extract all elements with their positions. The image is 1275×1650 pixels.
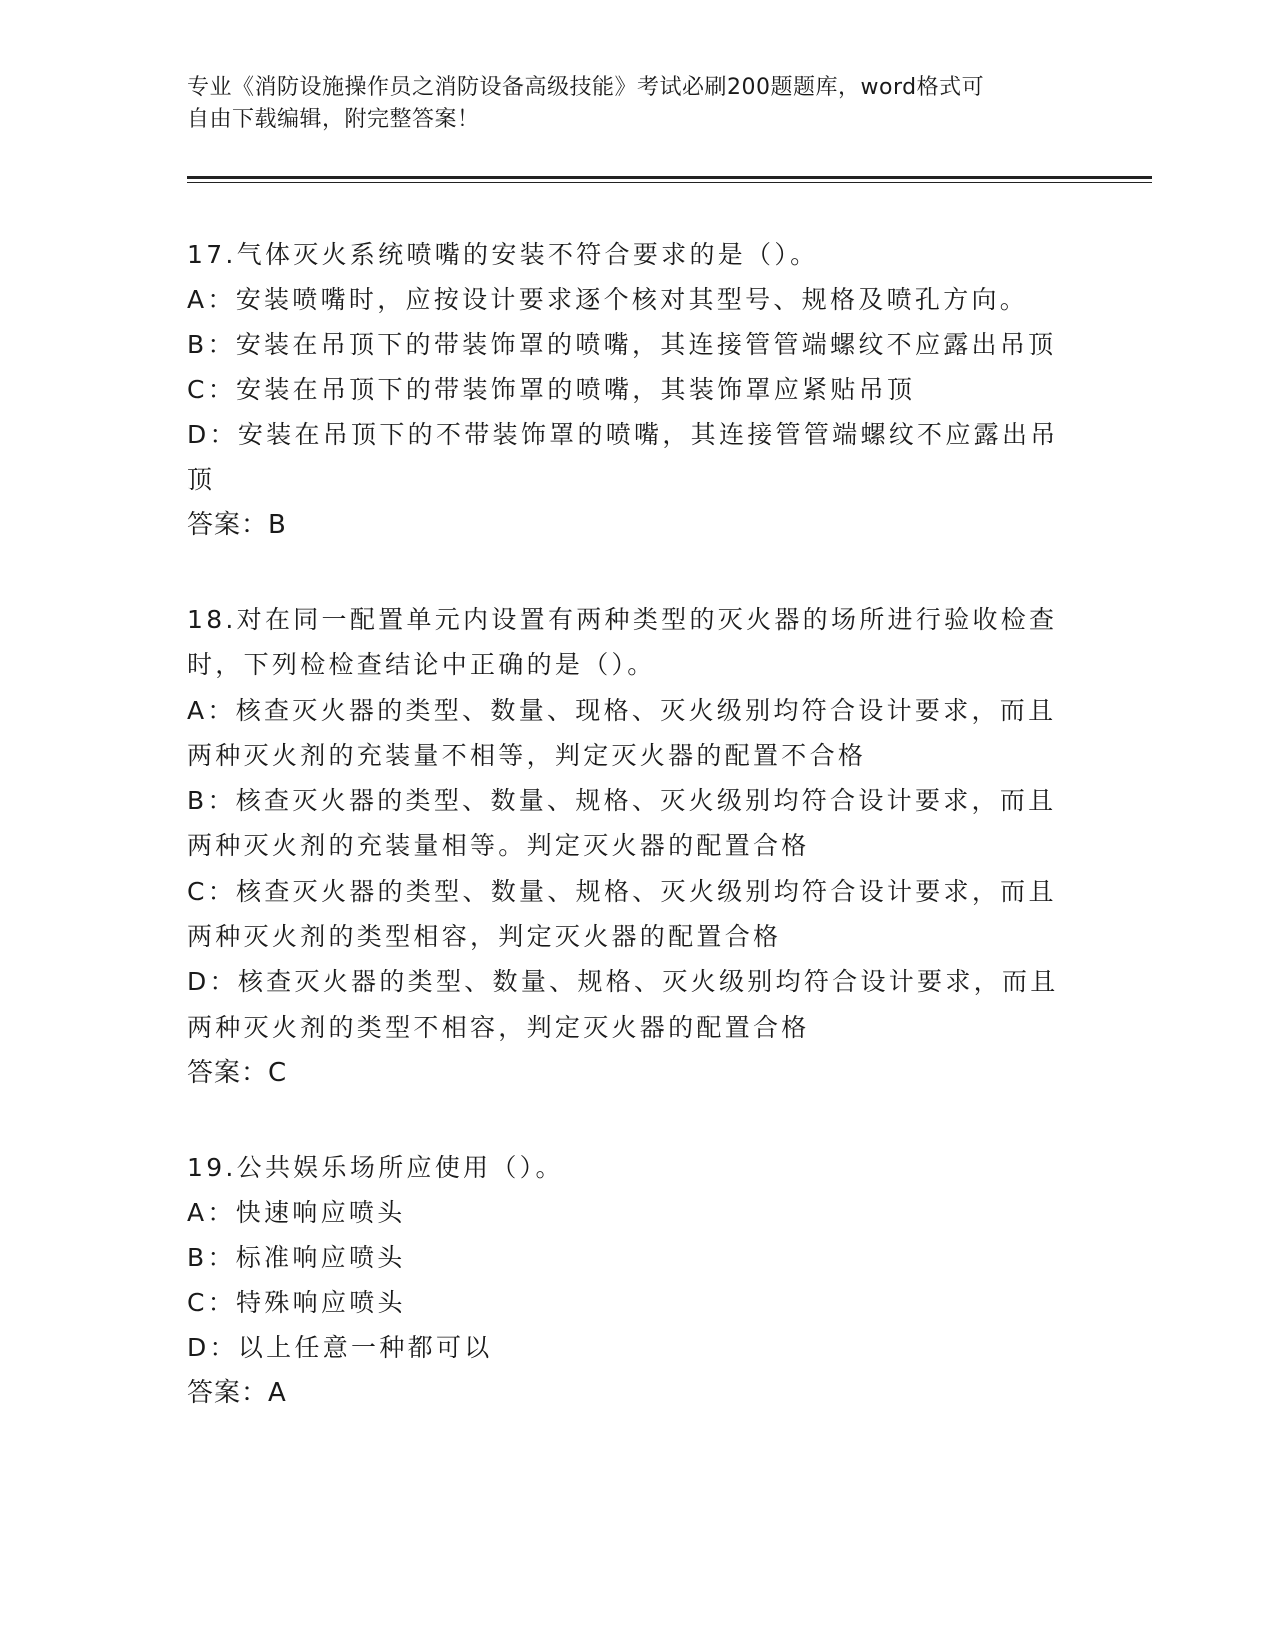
header-divider-thin: [187, 182, 1152, 183]
option-a: A：安装喷嘴时，应按设计要求逐个核对其型号、规格及喷孔方向。: [187, 285, 1029, 314]
option-b: B：标准响应喷头: [187, 1242, 406, 1272]
option-a: A：快速响应喷头: [187, 1197, 406, 1227]
option-b: B：安装在吊顶下的带装饰罩的喷嘴，其连接管管端螺纹不应露出吊顶: [187, 330, 1057, 359]
option-b: B：核查灭火器的类型、数量、规格、灭火级别均符合设计要求，而且: [187, 786, 1057, 816]
question-stem-continued: 时，下列检检查结论中正确的是（）。: [187, 650, 656, 680]
answer-label: 答案：B: [187, 510, 287, 540]
option-a-continued: 两种灭火剂的充装量不相等，判定灭火器的配置不合格: [187, 740, 867, 770]
option-d-continued: 顶: [187, 465, 216, 494]
option-c: C：安装在吊顶下的带装饰罩的喷嘴，其装饰罩应紧贴吊顶: [187, 375, 916, 404]
question-list: [187, 232, 1087, 1465]
question-stem: 17.气体灭火系统喷嘴的安装不符合要求的是（）。: [187, 240, 819, 269]
option-c-continued: 两种灭火剂的类型相容，判定灭火器的配置合格: [187, 922, 782, 952]
option-d: D：核查灭火器的类型、数量、规格、灭火级别均符合设计要求，而且: [187, 967, 1059, 997]
question-block: [187, 1145, 1087, 1416]
option-b-continued: 两种灭火剂的充装量相等。判定灭火器的配置合格: [187, 831, 810, 861]
header-line: 自由下载编辑，附完整答案！: [187, 107, 480, 132]
question-block: [187, 597, 1087, 1096]
answer-label: 答案：C: [187, 1057, 288, 1088]
header-divider-thick: [187, 176, 1152, 179]
question-stem: 18.对在同一配置单元内设置有两种类型的灭火器的场所进行验收检查: [187, 605, 1058, 634]
answer-label: 答案：A: [187, 1377, 287, 1408]
question-stem: 19.公共娱乐场所应使用（）。: [187, 1152, 564, 1182]
option-a: A：核查灭火器的类型、数量、现格、灭火级别均符合设计要求，而且: [187, 695, 1057, 725]
option-d: D：安装在吊顶下的不带装饰罩的喷嘴，其连接管管端螺纹不应露出吊: [187, 420, 1059, 449]
option-c: C：核查灭火器的类型、数量、规格、灭火级别均符合设计要求，而且: [187, 876, 1057, 906]
question-block: [187, 232, 1087, 548]
option-c: C：特殊响应喷头: [187, 1287, 406, 1317]
header-line: 专业《消防设施操作员之消防设备高级技能》考试必刷200题题库，word格式可: [187, 75, 985, 100]
document-header: [187, 72, 1087, 136]
option-d: D：以上任意一种都可以: [187, 1332, 493, 1362]
option-d-continued: 两种灭火剂的类型不相容，判定灭火器的配置合格: [187, 1012, 810, 1042]
